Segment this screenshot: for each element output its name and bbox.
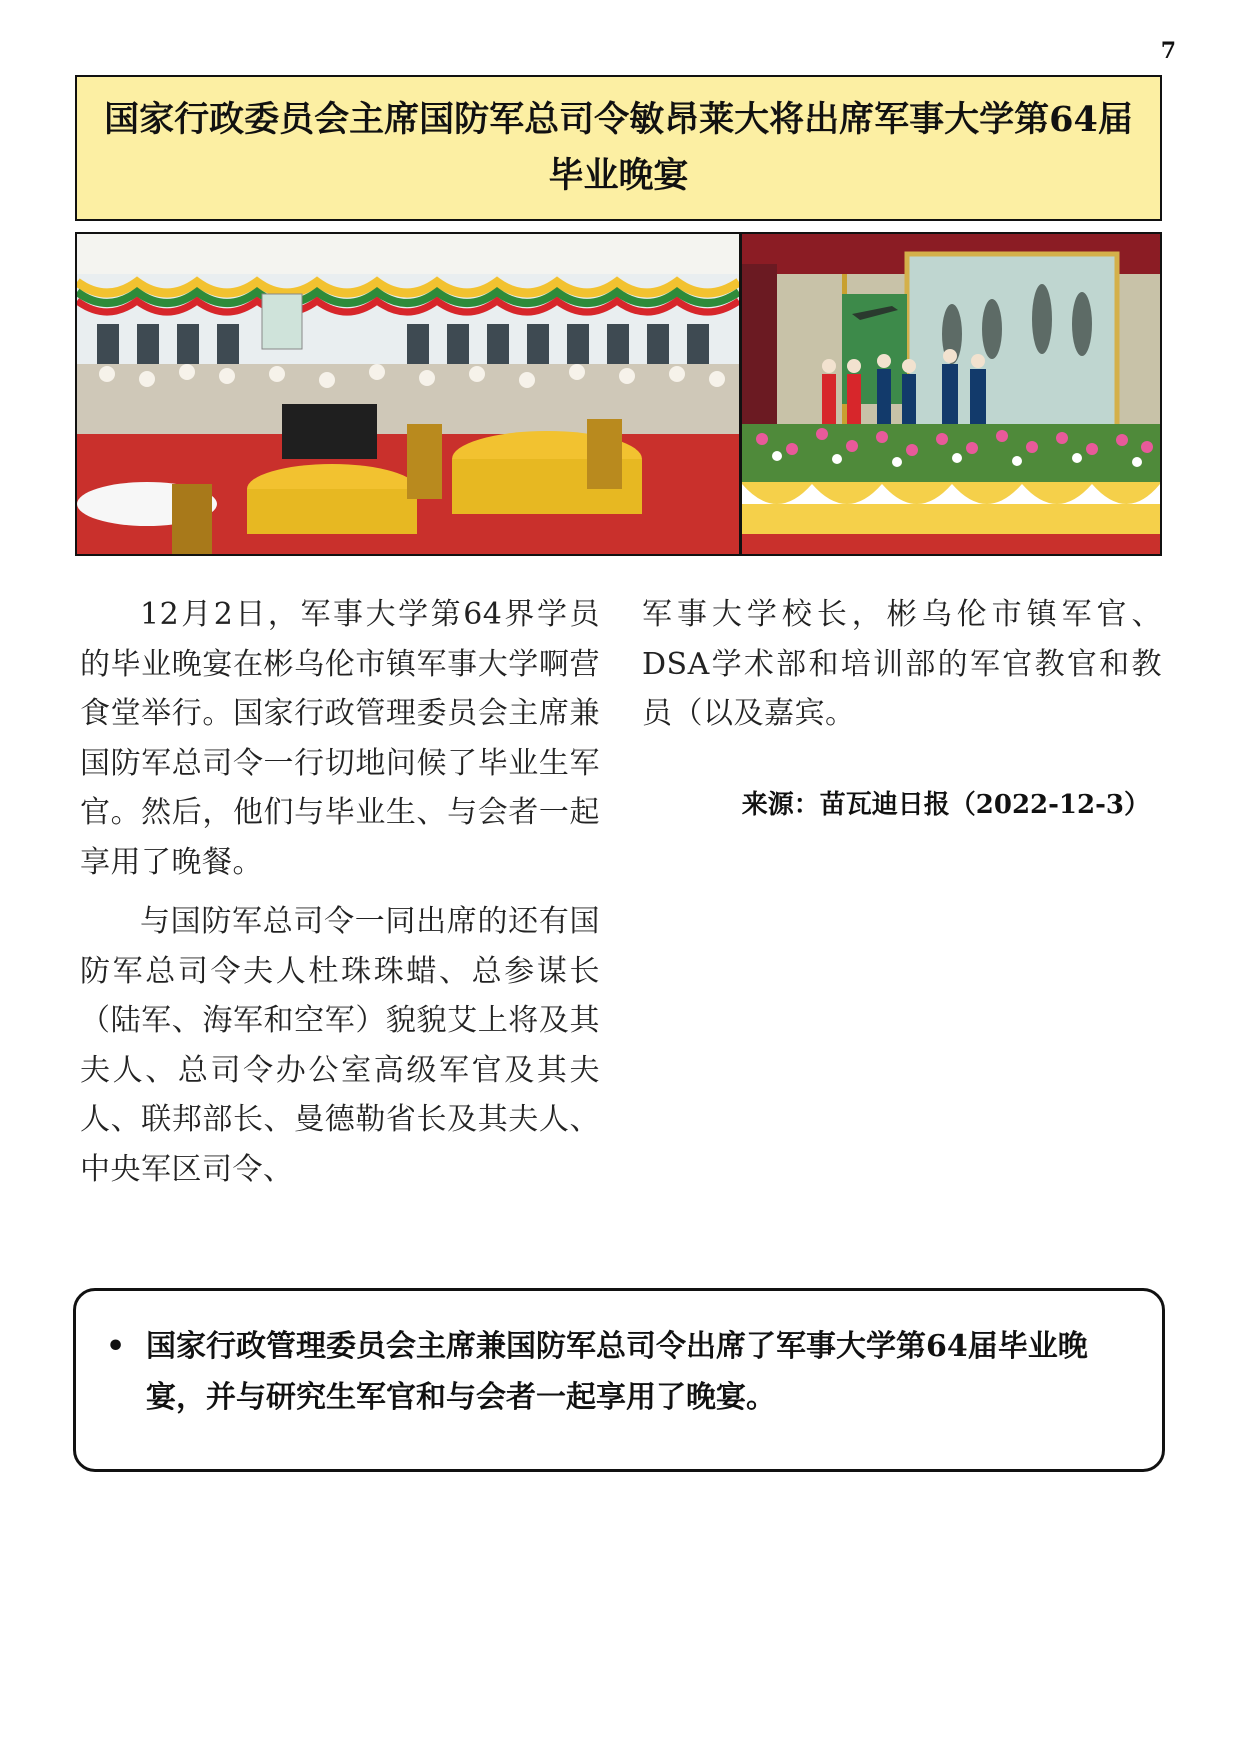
title-banner <box>75 75 1162 221</box>
article-title: 国家行政委员会主席国防军总司令敏昂莱大将出席军事大学第64届毕业晚宴 <box>104 99 1133 196</box>
summary-item <box>98 1321 1140 1423</box>
article-source: 来源：苗瓦迪日报（2022-12-3） <box>741 790 1150 820</box>
page-number: 7 <box>1160 38 1176 64</box>
article-body-left <box>80 590 600 1194</box>
photo-strip <box>75 232 1162 556</box>
summary-text: 国家行政管理委员会主席兼国防军总司令出席了军事大学第64届毕业晚宴，并与研究生军官和与会者一起享用了晚宴。 <box>146 1329 1088 1415</box>
summary-list <box>98 1321 1140 1423</box>
article-paragraph: 12月2日，军事大学第64界学员的毕业晚宴在彬乌伦市镇军事大学啊营食堂举行。国家行政管理委员会主席兼国防军总司令一行切地问候了毕业生军官。然后，他们与毕业生、与会者一起享用了晚餐。 <box>80 597 600 880</box>
article-paragraph-continuation: 军事大学校长，彬乌伦市镇军官、DSA学术部和培训部的军官教官和教员（以及嘉宾。 <box>642 597 1162 731</box>
bullet-icon: • <box>106 1329 126 1364</box>
banquet-hall-photo <box>77 234 739 554</box>
article-body-right <box>642 590 1162 739</box>
summary-box <box>73 1288 1165 1472</box>
stage-performance-photo <box>742 234 1160 554</box>
article-paragraph: 与国防军总司令一同出席的还有国防军总司令夫人杜珠珠蜡、总参谋长（陆军、海军和空军）貌貌艾上将及其夫人、总司令办公室高级军官及其夫人、联邦部长、曼德勒省长及其夫人、中央军区司令、 <box>80 904 600 1187</box>
